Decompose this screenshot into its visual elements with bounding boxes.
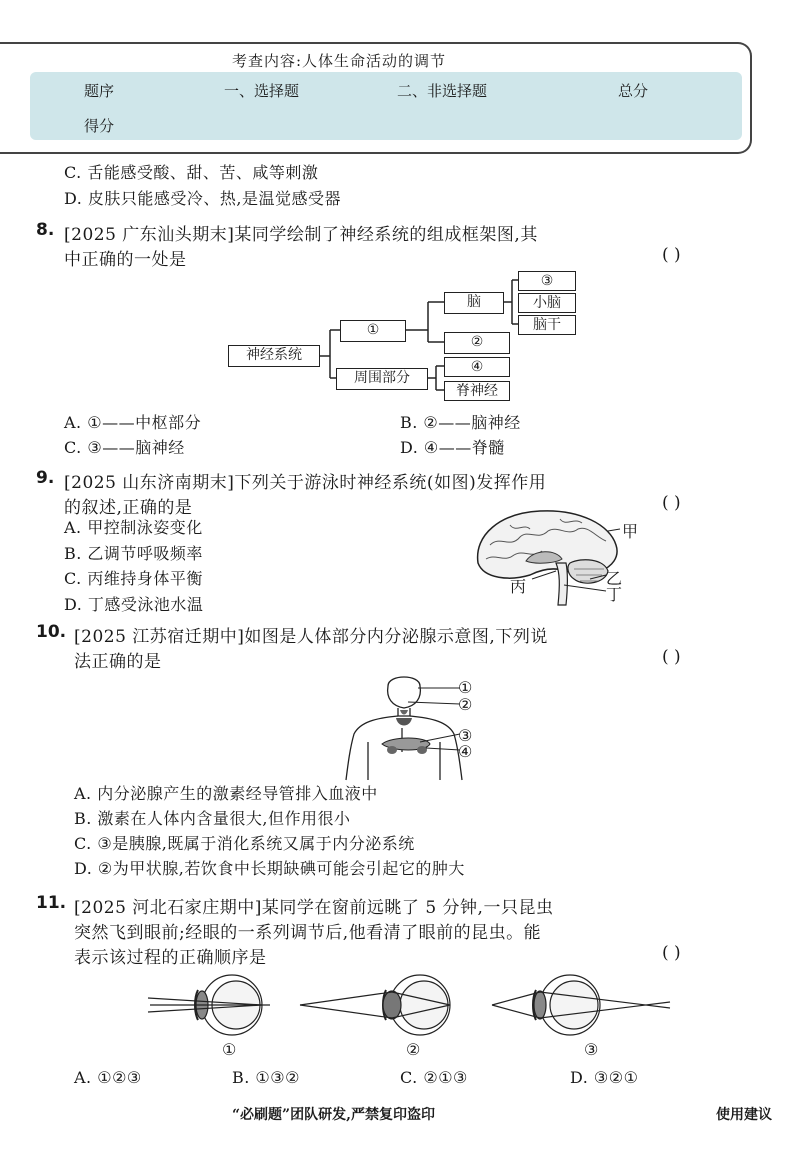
q11-option-c[interactable]: C. ②①③ bbox=[400, 1068, 468, 1087]
q10-label-4: ④ bbox=[458, 742, 473, 761]
q8-option-a[interactable]: A. ①——中枢部分 bbox=[64, 413, 202, 432]
diagram-brain-box: 脑 bbox=[444, 292, 504, 314]
score-col-order: 题序 bbox=[84, 82, 115, 100]
score-col-choice: 一、选择题 bbox=[224, 82, 300, 100]
q11-option-b[interactable]: B. ①③② bbox=[232, 1068, 300, 1087]
q10-label-3: ③ bbox=[458, 726, 473, 745]
q9-option-c[interactable]: C. 丙维持身体平衡 bbox=[64, 569, 203, 588]
q9-label-ding: 丁 bbox=[606, 585, 623, 604]
q7-option-c: C. 舌能感受酸、甜、苦、咸等刺激 bbox=[64, 163, 319, 182]
q9-number: 9. bbox=[36, 468, 55, 488]
q11-eye-label-2: ② bbox=[406, 1040, 421, 1059]
q10-option-b[interactable]: B. 激素在人体内含量很大,但作用很小 bbox=[74, 809, 351, 828]
q11-option-d[interactable]: D. ③②① bbox=[570, 1068, 639, 1087]
q11-eye-label-3: ③ bbox=[584, 1040, 599, 1059]
q11-stem-line3: 表示该过程的正确顺序是 bbox=[74, 948, 267, 968]
score-row-label: 得分 bbox=[84, 117, 115, 135]
q11-stem-line2: 突然飞到眼前;经眼的一系列调节后,他看清了眼前的昆虫。能 bbox=[74, 923, 542, 943]
footer-notice: “必刷题”团队研发,严禁复印盗印 bbox=[232, 1107, 435, 1123]
score-col-nonchoice: 二、非选择题 bbox=[397, 82, 488, 100]
q9-label-jia: 甲 bbox=[622, 522, 639, 541]
q11-stem-line1: [2025 河北石家庄期中]某同学在窗前远眺了 5 分钟,一只昆虫 bbox=[74, 898, 554, 918]
q9-label-bing: 丙 bbox=[510, 577, 527, 596]
q8-number: 8. bbox=[36, 220, 55, 240]
q9-label-yi: 乙 bbox=[606, 569, 623, 588]
q11-eye-label-1: ① bbox=[222, 1040, 237, 1059]
diagram-brainstem-box: 脑干 bbox=[518, 315, 576, 335]
q8-answer-blank[interactable]: ( ) bbox=[662, 245, 681, 265]
q10-label-2: ② bbox=[458, 695, 473, 714]
q8-option-d[interactable]: D. ④——脊髓 bbox=[400, 438, 505, 457]
eye-diagram-3 bbox=[492, 975, 670, 1035]
q8-stem-line2: 中正确的一处是 bbox=[64, 250, 187, 270]
eye-diagram-1 bbox=[148, 975, 270, 1035]
q9-option-b[interactable]: B. 乙调节呼吸频率 bbox=[64, 544, 203, 563]
q8-option-b[interactable]: B. ②——脑神经 bbox=[400, 413, 521, 432]
diagram-cerebellum-box: 小脑 bbox=[518, 293, 576, 313]
q9-stem-line1: [2025 山东济南期末]下列关于游泳时神经系统(如图)发挥作用 bbox=[64, 473, 547, 493]
footer-usage-tip: 使用建议 bbox=[716, 1107, 772, 1123]
eye-diagram-2 bbox=[300, 975, 450, 1035]
diagram-box-4: ④ bbox=[444, 357, 510, 377]
q10-label-1: ① bbox=[458, 678, 473, 697]
diagram-root-box: 神经系统 bbox=[228, 345, 320, 367]
q8-nervous-system-diagram bbox=[0, 0, 790, 420]
q10-number: 10. bbox=[36, 622, 67, 642]
q9-answer-blank[interactable]: ( ) bbox=[662, 493, 681, 513]
q10-option-c[interactable]: C. ③是胰腺,既属于消化系统又属于内分泌系统 bbox=[74, 834, 415, 853]
q10-stem-line1: [2025 江苏宿迁期中]如图是人体部分内分泌腺示意图,下列说 bbox=[74, 627, 548, 647]
q11-answer-blank[interactable]: ( ) bbox=[662, 943, 681, 963]
q9-option-a[interactable]: A. 甲控制泳姿变化 bbox=[64, 518, 203, 537]
q10-option-d[interactable]: D. ②为甲状腺,若饮食中长期缺碘可能会引起它的肿大 bbox=[74, 859, 465, 878]
q10-answer-blank[interactable]: ( ) bbox=[662, 647, 681, 667]
q10-endocrine-illustration bbox=[340, 672, 500, 782]
diagram-box-3: ③ bbox=[518, 271, 576, 291]
q10-stem-line2: 法正确的是 bbox=[74, 652, 162, 672]
q8-option-c[interactable]: C. ③——脑神经 bbox=[64, 438, 185, 457]
diagram-box-1: ① bbox=[340, 320, 406, 342]
diagram-peripheral-box: 周围部分 bbox=[336, 368, 428, 390]
diagram-box-2: ② bbox=[444, 332, 510, 354]
q11-number: 11. bbox=[36, 893, 67, 913]
q8-stem-line1: [2025 广东汕头期末]某同学绘制了神经系统的组成框架图,其 bbox=[64, 225, 538, 245]
q10-option-a[interactable]: A. 内分泌腺产生的激素经导管排入血液中 bbox=[74, 784, 378, 803]
q11-eye-diagrams bbox=[140, 970, 680, 1040]
q9-option-d[interactable]: D. 丁感受泳池水温 bbox=[64, 595, 204, 614]
q11-option-a[interactable]: A. ①②③ bbox=[74, 1068, 142, 1087]
topic-title: 考查内容:人体生命活动的调节 bbox=[232, 52, 447, 70]
q9-stem-line2: 的叙述,正确的是 bbox=[64, 498, 193, 518]
score-col-total: 总分 bbox=[618, 82, 649, 100]
q7-option-d: D. 皮肤只能感受冷、热,是温觉感受器 bbox=[64, 189, 342, 208]
diagram-spinal-nerve-box: 脊神经 bbox=[444, 381, 510, 401]
